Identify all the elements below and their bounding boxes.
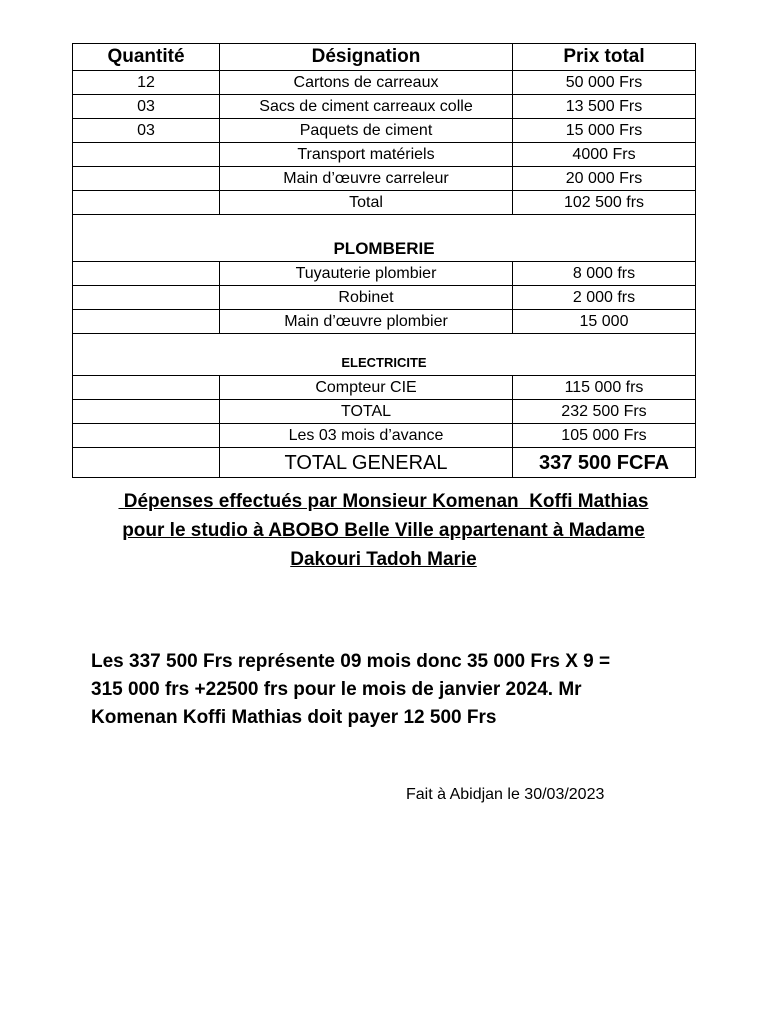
subtotal-label: Total: [220, 191, 513, 215]
subtotal-row: [73, 400, 696, 424]
note-line: Les 337 500 Frs représente 09 mois donc 35 000 Frs X 9 =: [91, 651, 611, 672]
header-designation: Désignation: [220, 44, 513, 71]
payment-note: [91, 648, 691, 732]
table-header-row: [73, 44, 696, 71]
price-cell: 105 000 Frs: [513, 424, 696, 448]
price-cell: 50 000 Frs: [513, 71, 696, 95]
section-header-row: [73, 334, 696, 376]
heading-line: Dakouri Tadoh Marie: [290, 549, 477, 570]
place-date-signature: Fait à Abidjan le 30/03/2023: [406, 786, 605, 803]
qty-cell: 12: [73, 71, 220, 95]
table-row: [73, 424, 696, 448]
header-quantite: Quantité: [73, 44, 220, 71]
qty-cell: [73, 191, 220, 215]
grand-total-row: [73, 448, 696, 478]
subtotal-value: 102 500 frs: [513, 191, 696, 215]
table-row: [73, 167, 696, 191]
price-cell: 15 000 Frs: [513, 119, 696, 143]
designation-cell: Paquets de ciment: [220, 119, 513, 143]
price-cell: 2 000 frs: [513, 286, 696, 310]
qty-cell: 03: [73, 119, 220, 143]
note-line: Komenan Koffi Mathias doit payer 12 500 Frs: [91, 707, 497, 728]
price-cell: 8 000 frs: [513, 262, 696, 286]
subtotal-value: 232 500 Frs: [513, 400, 696, 424]
table-row: [73, 143, 696, 167]
qty-cell: [73, 310, 220, 334]
table-row: [73, 376, 696, 400]
designation-cell: Transport matériels: [220, 143, 513, 167]
section-title-plomberie: PLOMBERIE: [73, 215, 696, 262]
section-header-row: [73, 215, 696, 262]
qty-cell: [73, 262, 220, 286]
qty-cell: [73, 376, 220, 400]
table-row: [73, 95, 696, 119]
price-cell: 13 500 Frs: [513, 95, 696, 119]
table-row: [73, 119, 696, 143]
price-cell: 115 000 frs: [513, 376, 696, 400]
subtotal-row: [73, 191, 696, 215]
qty-cell: [73, 400, 220, 424]
table-row: [73, 262, 696, 286]
note-line: 315 000 frs +22500 frs pour le mois de janvier 2024. Mr: [91, 679, 582, 700]
qty-cell: [73, 167, 220, 191]
price-cell: 4000 Frs: [513, 143, 696, 167]
designation-cell: Sacs de ciment carreaux colle: [220, 95, 513, 119]
heading-line: Dépenses effectués par Monsieur Komenan Koffi Mathias: [118, 491, 649, 512]
qty-cell: [73, 143, 220, 167]
qty-cell: [73, 448, 220, 478]
price-cell: 20 000 Frs: [513, 167, 696, 191]
header-prix-total: Prix total: [513, 44, 696, 71]
qty-cell: [73, 424, 220, 448]
qty-cell: 03: [73, 95, 220, 119]
heading-line: pour le studio à ABOBO Belle Ville appartenant à Madame: [122, 520, 645, 541]
section-title-electricite: ELECTRICITE: [73, 334, 696, 376]
document-heading: [72, 487, 695, 574]
grand-total-value: 337 500 FCFA: [513, 448, 696, 478]
table-row: [73, 71, 696, 95]
price-cell: 15 000: [513, 310, 696, 334]
designation-cell: Les 03 mois d’avance: [220, 424, 513, 448]
subtotal-label: TOTAL: [220, 400, 513, 424]
expenses-table: [72, 43, 696, 478]
qty-cell: [73, 286, 220, 310]
table-row: [73, 310, 696, 334]
designation-cell: Main d’œuvre carreleur: [220, 167, 513, 191]
designation-cell: Main d’œuvre plombier: [220, 310, 513, 334]
designation-cell: Tuyauterie plombier: [220, 262, 513, 286]
grand-total-label: TOTAL GENERAL: [220, 448, 513, 478]
table-row: [73, 286, 696, 310]
designation-cell: Robinet: [220, 286, 513, 310]
designation-cell: Compteur CIE: [220, 376, 513, 400]
designation-cell: Cartons de carreaux: [220, 71, 513, 95]
